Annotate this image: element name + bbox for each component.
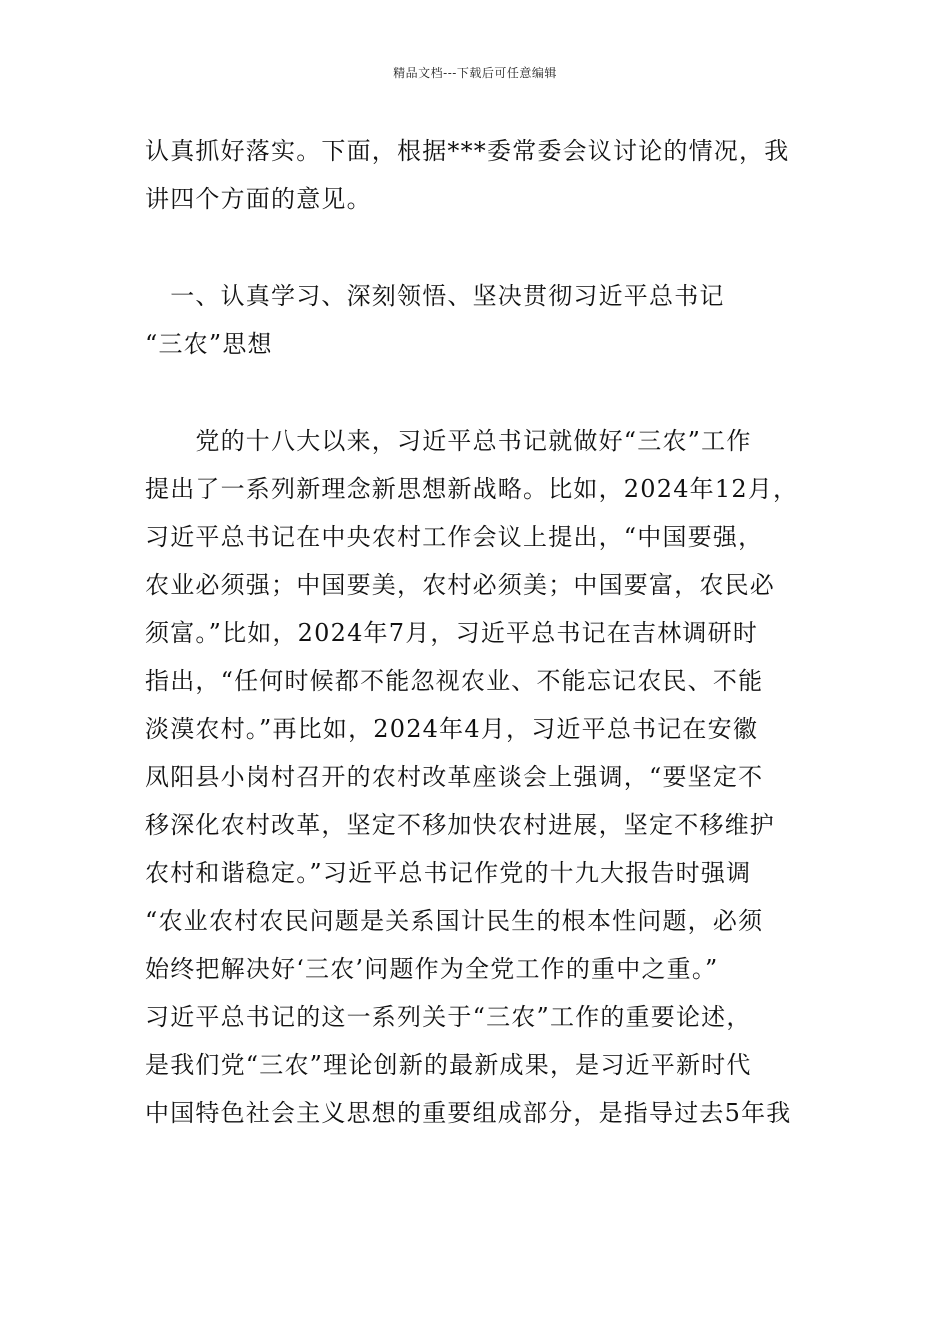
intro-paragraph	[145, 127, 807, 223]
text-line: 农村和谐稳定。”习近平总书记作党的十九大报告时强调	[145, 859, 752, 887]
text-line: 移深化农村改革，坚定不移加快农村进展，坚定不移维护	[145, 811, 775, 839]
page-header: 精品文档---下载后可任意编辑	[393, 66, 557, 80]
text-line: 农业必须强；中国要美，农村必须美；中国要富，农民必	[145, 571, 775, 599]
heading-line: 一、认真学习、深刻领悟、坚决贯彻习近平总书记	[145, 282, 725, 310]
text-line: 党的十八大以来，习近平总书记就做好“三农”工作	[145, 427, 752, 455]
text-line: 是我们党“三农”理论创新的最新成果，是习近平新时代	[145, 1051, 752, 1079]
text-line: 指出，“任何时候都不能忽视农业、不能忘记农民、不能	[145, 667, 764, 695]
section-paragraph	[145, 417, 807, 1137]
text-line: 淡漠农村。”再比如，2024年4月，习近平总书记在安徽	[145, 715, 759, 743]
text-line: 习近平总书记在中央农村工作会议上提出，“中国要强，	[145, 523, 764, 551]
text-line: 讲四个方面的意见。	[145, 185, 372, 213]
text-line: 须富。”比如，2024年7月，习近平总书记在吉林调研时	[145, 619, 759, 647]
text-line: 认真抓好落实。下面，根据***委常委会议讨论的情况，我	[145, 137, 790, 165]
section-heading	[145, 272, 807, 368]
text-line: 始终把解决好‘三农’问题作为全党工作的重中之重。”	[145, 955, 719, 983]
text-line: 凤阳县小岗村召开的农村改革座谈会上强调，“要坚定不	[145, 763, 764, 791]
text-line: 中国特色社会主义思想的重要组成部分，是指导过去5年我	[145, 1099, 792, 1127]
heading-line: “三农”思想	[145, 330, 273, 358]
text-line: 提出了一系列新理念新思想新战略。比如，2024年12月，	[145, 475, 799, 503]
text-line: “农业农村农民问题是关系国计民生的根本性问题，必须	[145, 907, 764, 935]
text-line: 习近平总书记的这一系列关于“三农”工作的重要论述，	[145, 1003, 752, 1031]
